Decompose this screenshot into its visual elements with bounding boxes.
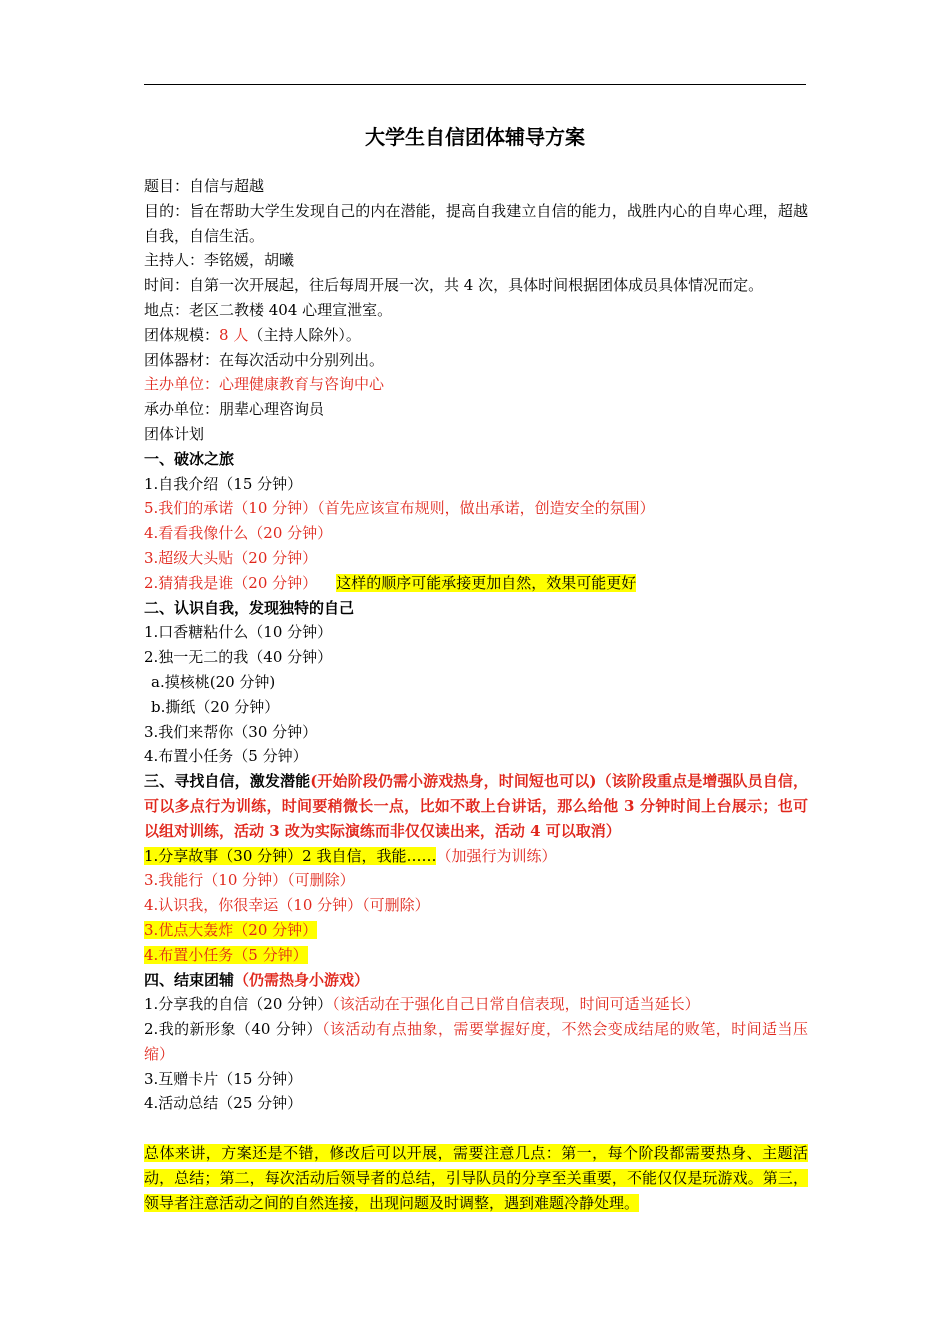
section-2-subitem: a.摸核桃(20 分钟): [151, 672, 276, 691]
section-3-item: [144, 943, 808, 968]
section-4-item-note: （该活动在于强化自己日常自信表现，时间可适当延长）: [332, 995, 700, 1014]
section-3-comment: (开始阶段仍需小游戏热身，时间短也可以)（该阶段重点是增强队员自信，可以多点行为训练，时间要稍微长一点，比如不敢上台讲话，那么给他 3 分钟时间上台展示；也可以组对训练，活动 3 改为实际演练而非仅仅读出来，活动 4 可以取消）: [144, 772, 808, 840]
section-1-item: 3.超级大头贴（20 分钟）: [144, 548, 318, 567]
section-4-heading-note: （仍需热身小游戏）: [234, 970, 370, 989]
organizer-label: 主办单位：: [144, 375, 220, 394]
section-4-item-text: 2.我的新形象（40 分钟）: [144, 1020, 322, 1039]
section-4-item-note: （该活动有点抽象，需要掌握好度，不然会变成结尾的败笔，时间适当压缩）: [144, 1020, 808, 1063]
co-organizer-line: 承办单位：朋辈心理咨询员: [144, 400, 325, 419]
purpose-line: 目的：旨在帮助大学生发现自己的内在潜能，提高自我建立自信的能力，战胜内心的自卑心理，超越自我，自信生活。: [144, 201, 808, 245]
section-1-item-text: 2.猜猜我是谁（20 分钟）: [144, 573, 318, 592]
section-2-subitem: b.撕纸（20 分钟）: [151, 697, 280, 716]
order-comment: 这样的顺序可能承接更加自然，效果可能更好: [336, 573, 637, 592]
document-title: 大学生自信团体辅导方案: [365, 125, 585, 149]
section-1-item: [144, 571, 808, 596]
scale-value: 8 人: [219, 325, 249, 344]
section-3-heading-text: 三、寻找自信，激发潜能: [144, 772, 311, 791]
section-4-heading: [144, 968, 808, 993]
section-1-item: 5.我们的承诺（10 分钟）（首先应该宣布规则，做出承诺，创造安全的氛围）: [144, 499, 655, 518]
scale-note: （主持人除外）。: [248, 325, 361, 344]
document-body: [144, 174, 808, 1215]
section-4-item-text: 1.分享我的自信（20 分钟）: [144, 995, 333, 1014]
section-4-heading-text: 四、结束团辅: [144, 970, 235, 989]
section-3-item: [144, 844, 808, 869]
section-4-item: 4.活动总结（25 分钟）: [144, 1094, 303, 1113]
section-4-item: [144, 1017, 808, 1067]
section-2-item: 2.独一无二的我（40 分钟）: [144, 648, 333, 667]
section-2-heading: 二、认识自我，发现独特的自己: [144, 598, 355, 617]
organizer-line: [144, 372, 808, 397]
section-1-heading: 一、破冰之旅: [144, 449, 235, 468]
section-4-item: [144, 992, 808, 1017]
section-3-item-text: 3.优点大轰炸（20 分钟）: [144, 920, 318, 939]
topic-line: 题目：自信与超越: [144, 177, 265, 195]
section-3-item: [144, 918, 808, 943]
scale-label: 团体规模：: [144, 325, 220, 344]
scale-line: [144, 323, 808, 348]
paragraph-gap: [144, 1116, 808, 1141]
section-4-item: 3.互赠卡片（15 分钟）: [144, 1069, 303, 1088]
section-3-item: 4.认识我，你很幸运（10 分钟）（可删除）: [144, 896, 430, 915]
plan-heading: 团体计划: [144, 424, 205, 443]
section-2-item: 3.我们来帮你（30 分钟）: [144, 722, 318, 741]
section-3-item-note: （加强行为训练）: [436, 846, 557, 865]
section-1-item: 4.看看我像什么（20 分钟）: [144, 524, 333, 543]
section-3-item: 3.我能行（10 分钟）（可删除）: [144, 871, 355, 890]
place-line: 地点：老区二教楼 404 心理宣泄室。: [144, 300, 393, 319]
equipment-line: 团体器材：在每次活动中分别列出。: [144, 350, 385, 369]
section-3-item-text: 4.布置小任务（5 分钟）: [144, 945, 308, 964]
section-2-item: 1.口香糖粘什么（10 分钟）: [144, 623, 333, 642]
hosts-line: 主持人：李铭媛，胡曦: [144, 251, 295, 270]
organizer-value: 心理健康教育与咨询中心: [219, 375, 385, 394]
summary-text: 总体来讲，方案还是不错，修改后可以开展，需要注意几点：第一，每个阶段都需要热身、主题活动，总结；第二，每次活动后领导者的总结，引导队员的分享至关重要，不能仅仅是玩游戏。第三，领导者注意活动之间的自然连接，出现问题及时调整，遇到难题冷静处理。: [144, 1144, 808, 1212]
time-line: 时间：自第一次开展起，往后每周开展一次，共 4 次，具体时间根据团体成员具体情况而定。: [144, 276, 764, 295]
section-1-item: 1.自我介绍（15 分钟）: [144, 474, 303, 493]
summary-paragraph: [144, 1141, 808, 1215]
section-2-item: 4.布置小任务（5 分钟）: [144, 747, 308, 766]
section-3-heading: [144, 769, 808, 843]
section-3-item-text: 1.分享故事（30 分钟）2 我自信，我能……: [144, 846, 437, 865]
header-rule: [144, 84, 806, 85]
